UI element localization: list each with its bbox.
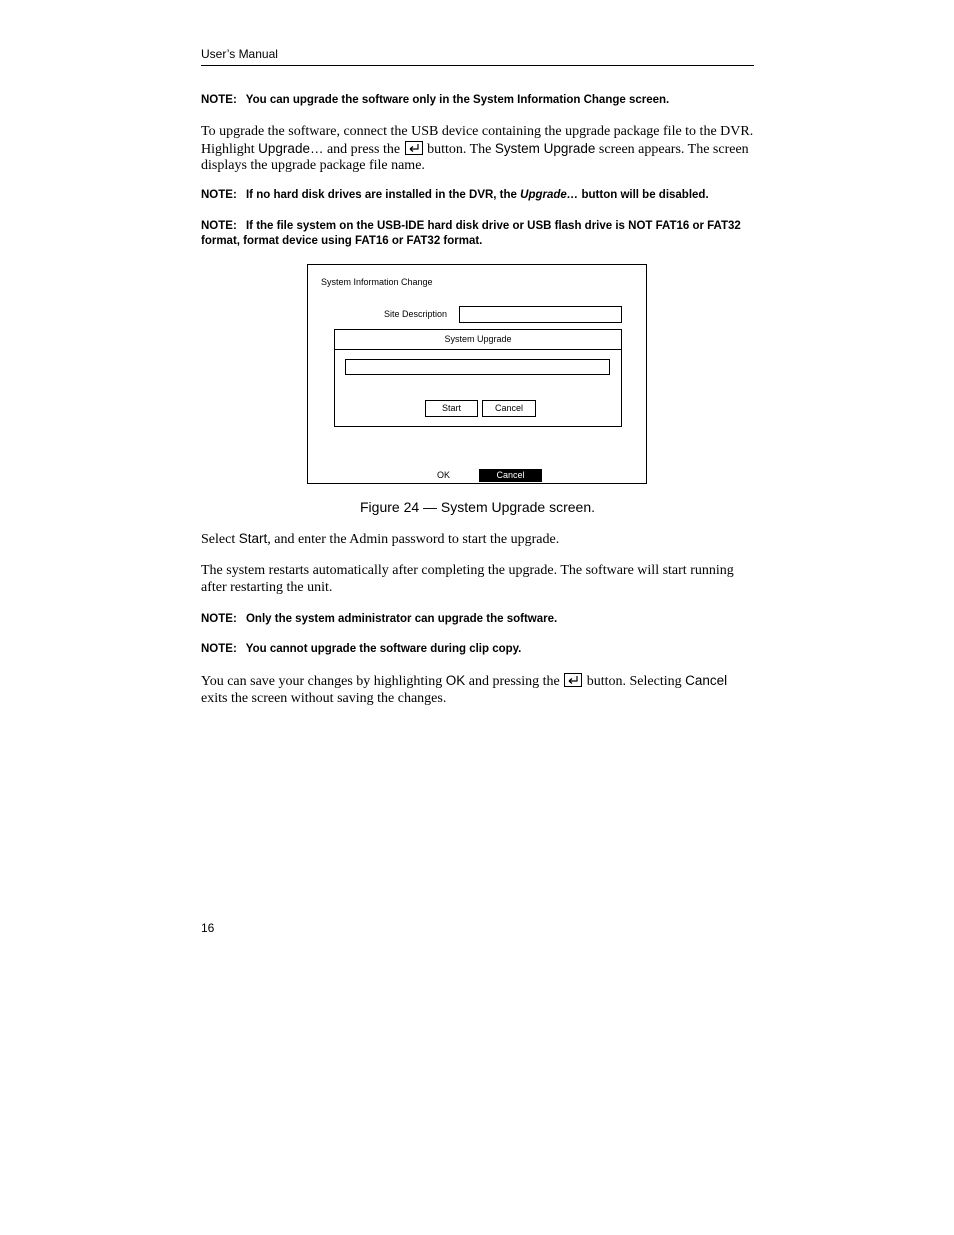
ui-term-start: Start (238, 531, 268, 546)
note-text: button will be disabled. (581, 189, 709, 201)
paragraph-save-changes (201, 673, 754, 707)
dialog-title: System Upgrade (335, 330, 621, 350)
text-run: screen appears. The screen displays the upgrade package file name. (201, 141, 749, 173)
ok-button[interactable]: OK (437, 470, 451, 480)
note-emphasis: Upgrade… (520, 189, 579, 201)
note-text: If the file system on the USB-IDE hard disk drive or USB flash drive is NOT FAT16 or FAT32 format, format device using FAT16 or FAT32 format. (201, 220, 741, 247)
note-lead: NOTE: (201, 643, 237, 655)
note-lead: NOTE: (201, 613, 237, 625)
ui-term-upgrade: Upgrade… (258, 140, 324, 156)
page-number: 16 (201, 921, 215, 935)
ui-term-system-upgrade: System Upgrade (494, 140, 596, 156)
paragraph-system-restart: The system restarts automatically after completing the upgrade. The software will start running after restarting the unit. (201, 563, 734, 595)
note-text: You cannot upgrade the software during clip copy. (245, 643, 522, 655)
ui-term-cancel: Cancel (685, 673, 728, 688)
text-run: button. The (427, 141, 492, 157)
note-lead: NOTE: (201, 94, 237, 106)
note-text: Only the system administrator can upgrade the software. (245, 613, 558, 625)
note-lead: NOTE: (201, 189, 237, 201)
ui-term-ok: OK (445, 673, 466, 688)
site-description-label: Site Description (384, 309, 448, 319)
paragraph-select-start (201, 531, 754, 549)
dialog-cancel-button[interactable]: Cancel (482, 400, 536, 417)
cancel-button[interactable]: Cancel (479, 469, 542, 482)
note-upgrade-location (201, 93, 754, 108)
paragraph-upgrade-instructions (201, 124, 754, 175)
note-file-system (201, 219, 754, 249)
note-clip-copy (201, 642, 754, 657)
note-lead: NOTE: (201, 220, 237, 232)
figure-caption: Figure 24 — System Upgrade screen. (360, 499, 595, 515)
enter-key-icon (405, 141, 423, 155)
text-run: and press the (326, 141, 401, 157)
text-run: , and enter the Admin password to start the upgrade. (267, 532, 560, 547)
upgrade-file-name-field (345, 359, 610, 375)
system-upgrade-dialog (334, 329, 622, 427)
running-header: User’s Manual (201, 47, 754, 66)
enter-key-icon (564, 673, 582, 687)
text-run: button. Selecting (586, 674, 682, 689)
site-description-input[interactable] (459, 306, 622, 323)
text-run: and pressing the (468, 674, 560, 689)
text-run: Select (201, 532, 236, 547)
note-text: If no hard disk drives are installed in the DVR, the (245, 189, 517, 201)
note-admin-only (201, 612, 754, 627)
screen-title: System Information Change (321, 277, 433, 287)
text-run: exits the screen without saving the changes. (201, 690, 447, 706)
text-run: You can save your changes by highlighting (201, 674, 443, 689)
note-no-hdd (201, 188, 754, 203)
note-text: You can upgrade the software only in the System Information Change screen. (245, 94, 670, 106)
start-button[interactable]: Start (425, 400, 478, 417)
system-information-change-screen (307, 264, 647, 484)
text-run: To upgrade the software, connect the USB device containing the upgrade package file to the DVR. Highlight (201, 124, 754, 157)
